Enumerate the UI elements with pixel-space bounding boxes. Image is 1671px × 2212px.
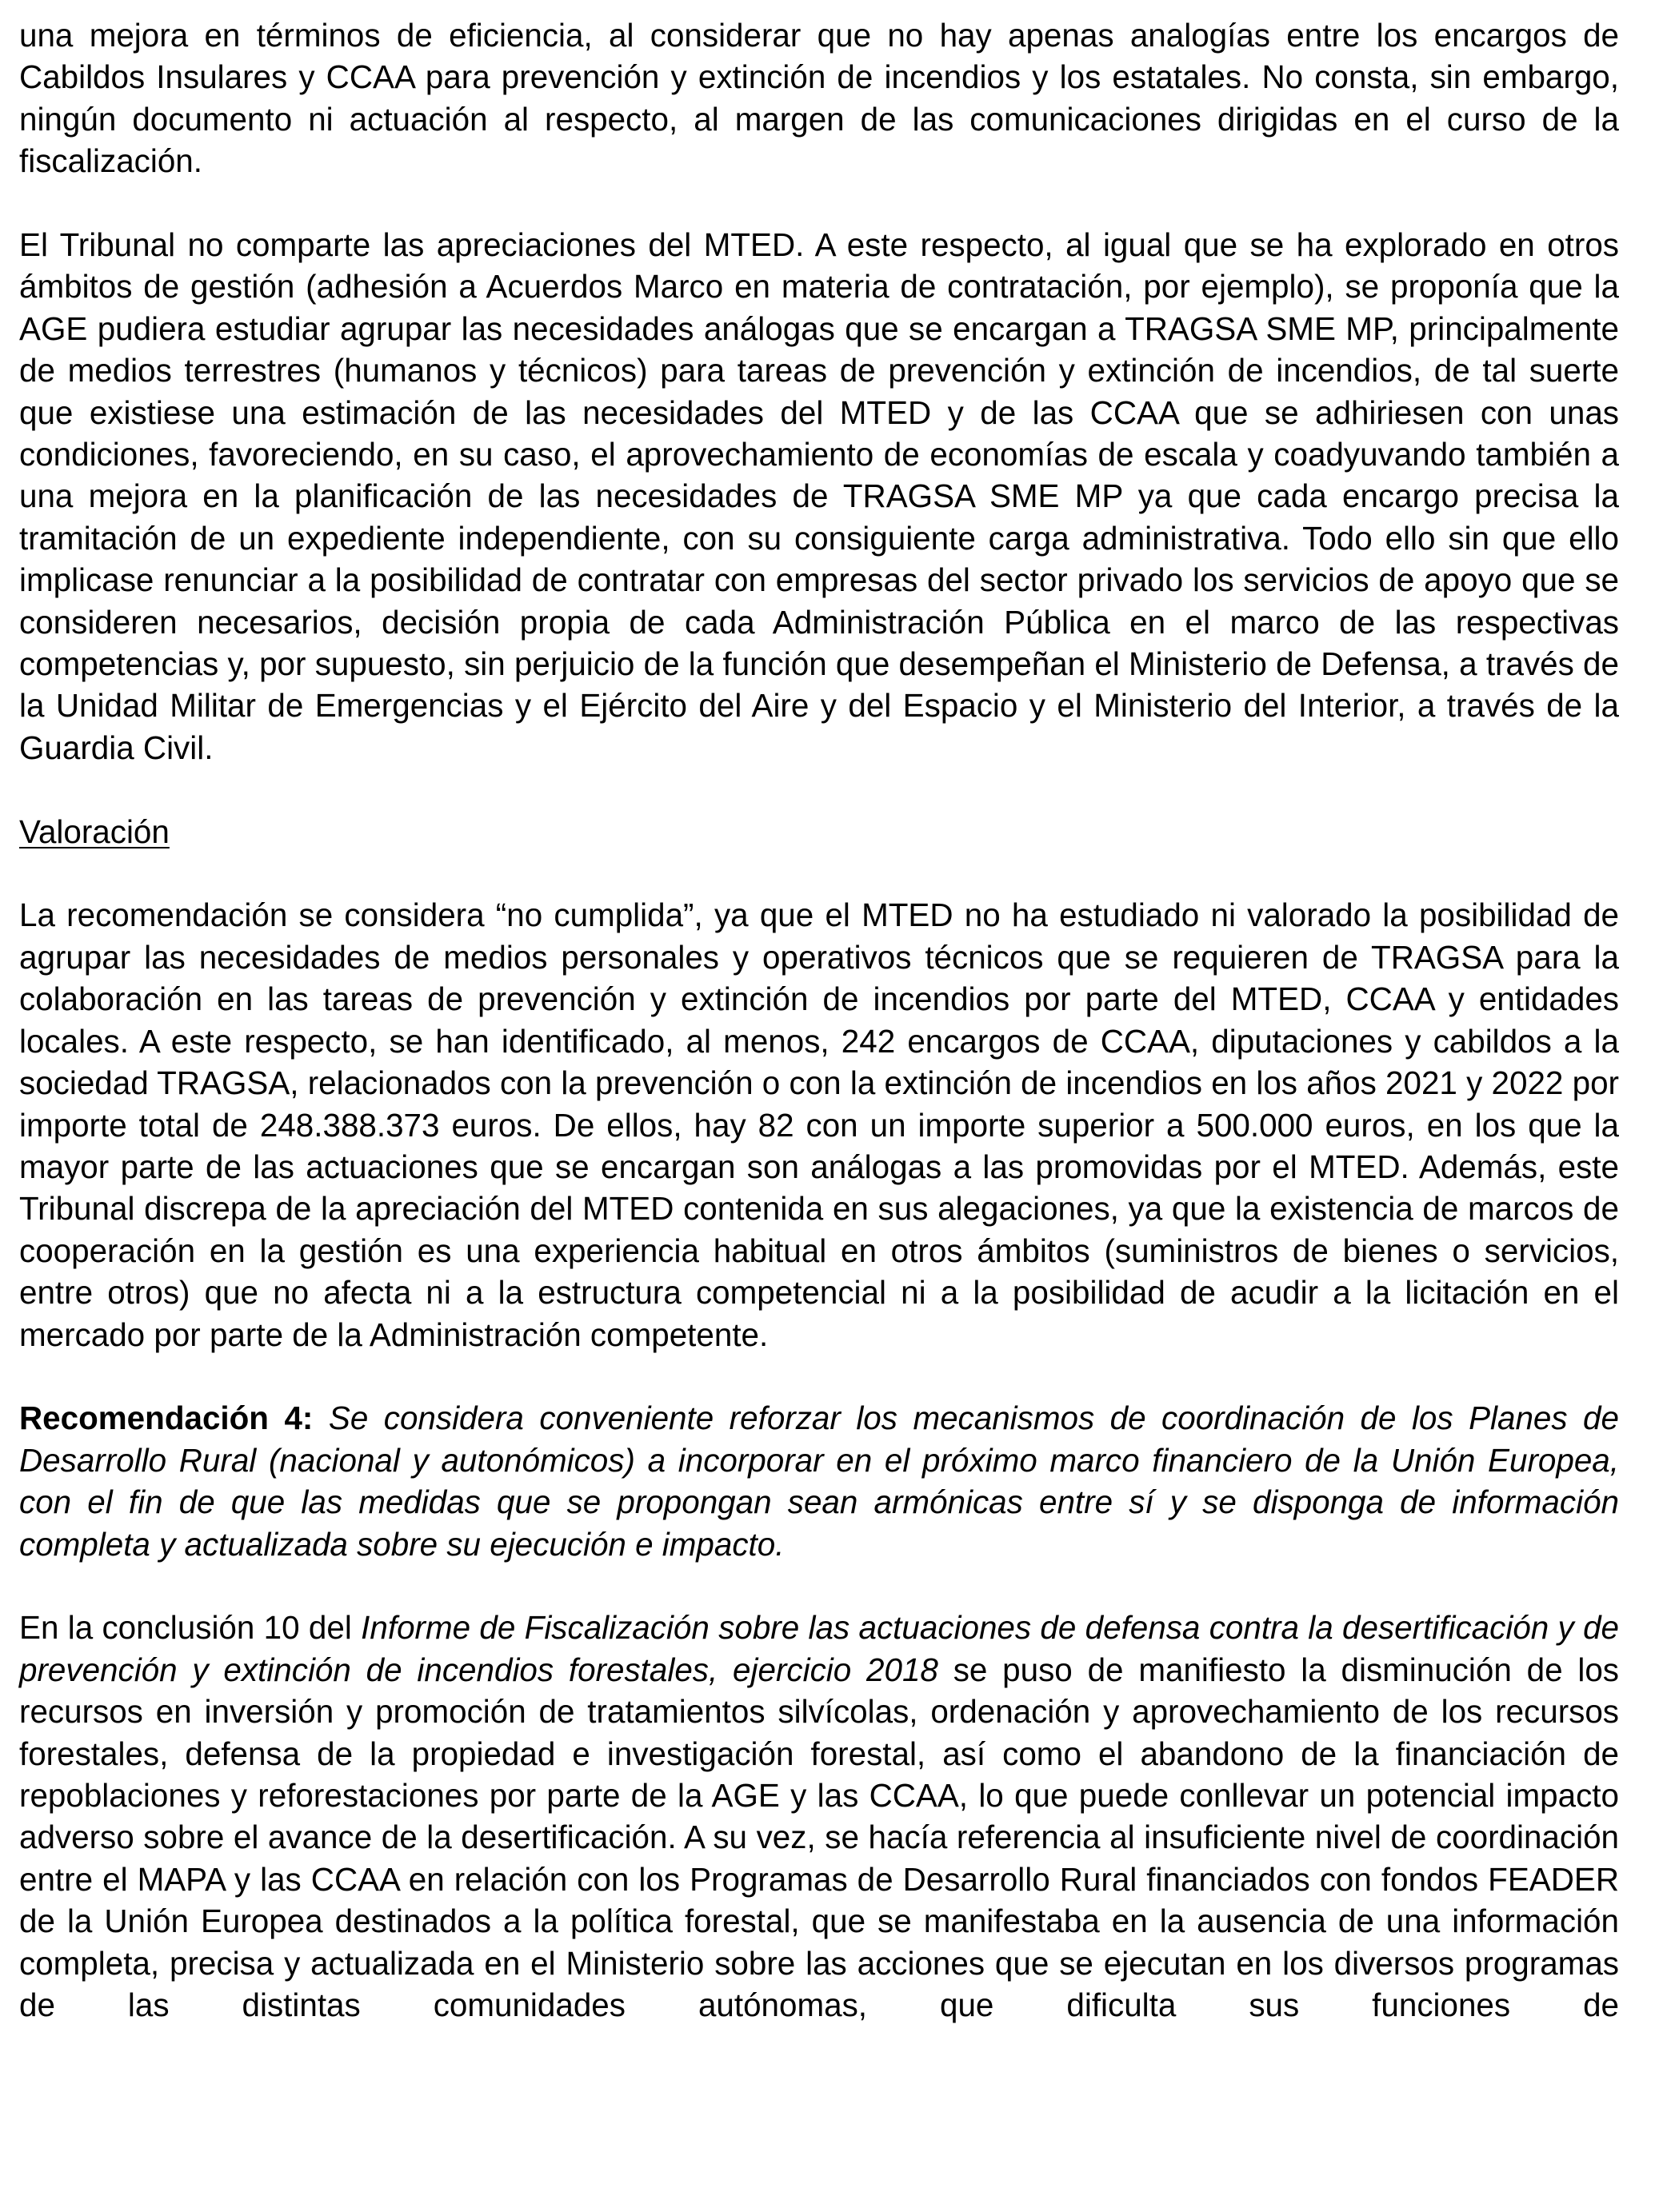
paragraph-conclusion-10	[19, 1607, 1619, 2026]
paragraph-tribunal-no-comparte: El Tribunal no comparte las apreciaciones del MTED. A este respecto, al igual que se ha explorado en otros ámbitos de gestión (adhesión a Acuerdos Marco en materia de contratación, por ejemplo), se proponía que la AGE pudiera estudiar agrupar las necesidades análogas que se encargan a TRAGSA SME MP, principalmente de medios terrestres (humanos y técnicos) para tareas de prevención y extinción de incendios, de tal suerte que existiese una estimación de las necesidades del MTED y de las CCAA que se adhiriesen con unas condiciones, favoreciendo, en su caso, el aprovechamiento de economías de escala y coadyuvando también a una mejora en la planificación de las necesidades de TRAGSA SME MP ya que cada encargo precisa la tramitación de un expediente independiente, con su consiguiente carga administrativa. Todo ello sin que ello implicase renunciar a la posibilidad de contratar con empresas del sector privado los servicios de apoyo que se consideren necesarios, decisión propia de cada Administración Pública en el marco de las respectivas competencias y, por supuesto, sin perjuicio de la función que desempeñan el Ministerio de Defensa, a través de la Unidad Militar de Emergencias y el Ejército del Aire y del Espacio y el Ministerio del Interior, a través de la Guardia Civil.	[19, 226, 1619, 766]
document-page	[19, 14, 1619, 2026]
recommendation-4-text: Se considera conveniente reforzar los mecanismos de coordinación de los Planes de Desarrollo Rural (nacional y autonómicos) a incorporar en el próximo marco financiero de la Unión Europea, con el fin de que las medidas que se propongan sean armónicas entre sí y se disponga de información completa y actualizada sobre su ejecución e impacto.	[19, 1399, 1619, 1563]
recommendation-4	[19, 1397, 1619, 1565]
recommendation-4-label: Recomendación 4:	[19, 1399, 314, 1437]
paragraph-eficiencia: una mejora en términos de eficiencia, al considerar que no hay apenas analogías entre los encargos de Cabildos Insulares y CCAA para prevención y extinción de incendios y los estatales. No consta, sin embargo, ningún documento ni actuación al respecto, al margen de las comunicaciones dirigidas en el curso de la fiscalización.	[19, 17, 1619, 180]
conclusion-10-intro: En la conclusión 10 del	[19, 1609, 352, 1647]
paragraph-valoracion: La recomendación se considera “no cumplida”, ya que el MTED no ha estudiado ni valorado la posibilidad de agrupar las necesidades de medios personales y operativos técnicos que se requieren de TRAGSA para la colaboración en las tareas de prevención y extinción de incendios por parte del MTED, CCAA y entidades locales. A este respecto, se han identificado, al menos, 242 encargos de CCAA, diputaciones y cabildos a la sociedad TRAGSA, relacionados con la prevención o con la extinción de incendios en los años 2021 y 2022 por importe total de 248.388.373 euros. De ellos, hay 82 con un importe superior a 500.000 euros, en los que la mayor parte de las actuaciones que se encargan son análogas a las promovidas por el MTED. Además, este Tribunal discrepa de la apreciación del MTED contenida en sus alegaciones, ya que la existencia de marcos de cooperación en la gestión es una experiencia habitual en otros ámbitos (suministros de bienes o servicios, entre otros) que no afecta ni a la estructura competencial ni a la posibilidad de acudir a la licitación en el mercado por parte de la Administración competente.	[19, 896, 1619, 1353]
report-title: Informe de Fiscalización sobre las actuaciones de defensa contra la desertificación y de prevención y extinción de incendios forestales, ejercicio 2018	[19, 1609, 1619, 1688]
conclusion-10-body: se puso de manifiesto la disminución de los recursos en inversión y promoción de tratamientos silvícolas, ordenación y aprovechamiento de los recursos forestales, defensa de la propiedad e investigación forestal, así como el abandono de la financiación de repoblaciones y reforestaciones por parte de la AGE y las CCAA, lo que puede conllevar un potencial impacto adverso sobre el avance de la desertificación. A su vez, se hacía referencia al insuficiente nivel de coordinación entre el MAPA y las CCAA en relación con los Programas de Desarrollo Rural financiados con fondos FEADER de la Unión Europea destinados a la política forestal, que se manifestaba en la ausencia de una información completa, precisa y actualizada en el Ministerio sobre las acciones que se ejecutan en los diversos programas de las distintas comunidades autónomas, que dificulta sus funciones de	[19, 1651, 1619, 2024]
valoracion-heading	[19, 811, 1619, 852]
valoracion-heading-text: Valoración	[19, 813, 170, 850]
